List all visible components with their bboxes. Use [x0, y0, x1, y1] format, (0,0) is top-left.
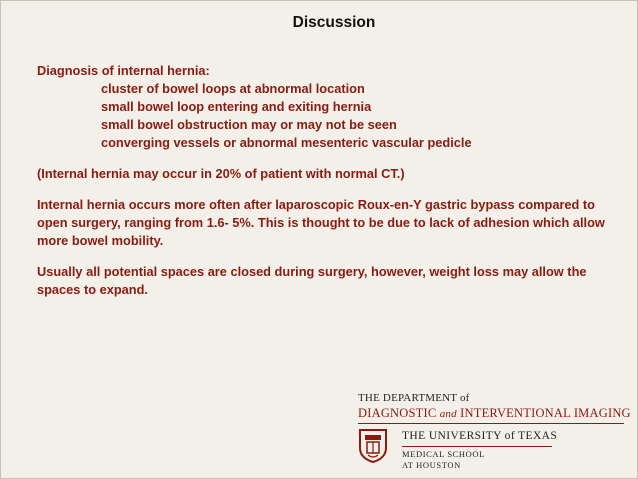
diagnosis-heading: Diagnosis of internal hernia:	[37, 63, 210, 78]
department-name-and: and	[439, 408, 457, 420]
weight-loss-paragraph: Usually all potential spaces are closed during surgery, however, weight loss may allow the spaces to expand.	[37, 264, 587, 297]
department-name-part: INTERVENTIONAL IMAGING	[460, 406, 631, 420]
diagnosis-item: converging vessels or abnormal mesenteric vascular pedicle	[101, 135, 472, 150]
department-line: THE DEPARTMENT of	[358, 392, 470, 404]
location-label: AT HOUSTON	[402, 460, 461, 470]
medical-school-label: MEDICAL SCHOOL	[402, 449, 485, 459]
diagnosis-item: small bowel loop entering and exiting hernia	[101, 99, 372, 114]
slide-title: Discussion	[292, 14, 376, 31]
university-name: THE UNIVERSITY of TEXAS	[402, 430, 558, 442]
logo-divider	[358, 423, 624, 424]
department-name	[358, 406, 631, 421]
ut-seal-icon	[358, 428, 388, 464]
diagnosis-item: small bowel obstruction may or may not be seen	[101, 117, 397, 132]
department-logo	[358, 392, 631, 472]
department-name-part: DIAGNOSTIC	[358, 406, 437, 420]
diagnosis-item: cluster of bowel loops at abnormal location	[101, 81, 365, 96]
ct-note-paragraph: (Internal hernia may occur in 20% of patient with normal CT.)	[37, 166, 405, 181]
university-divider	[402, 446, 552, 447]
slide-body	[37, 62, 607, 299]
incidence-paragraph: Internal hernia occurs more often after laparoscopic Roux-en-Y gastric bypass compared to open surgery, ranging from 1.6- 5%. This is thought to be due to lack of adhesion which allow more bowel mobility.	[37, 197, 605, 248]
